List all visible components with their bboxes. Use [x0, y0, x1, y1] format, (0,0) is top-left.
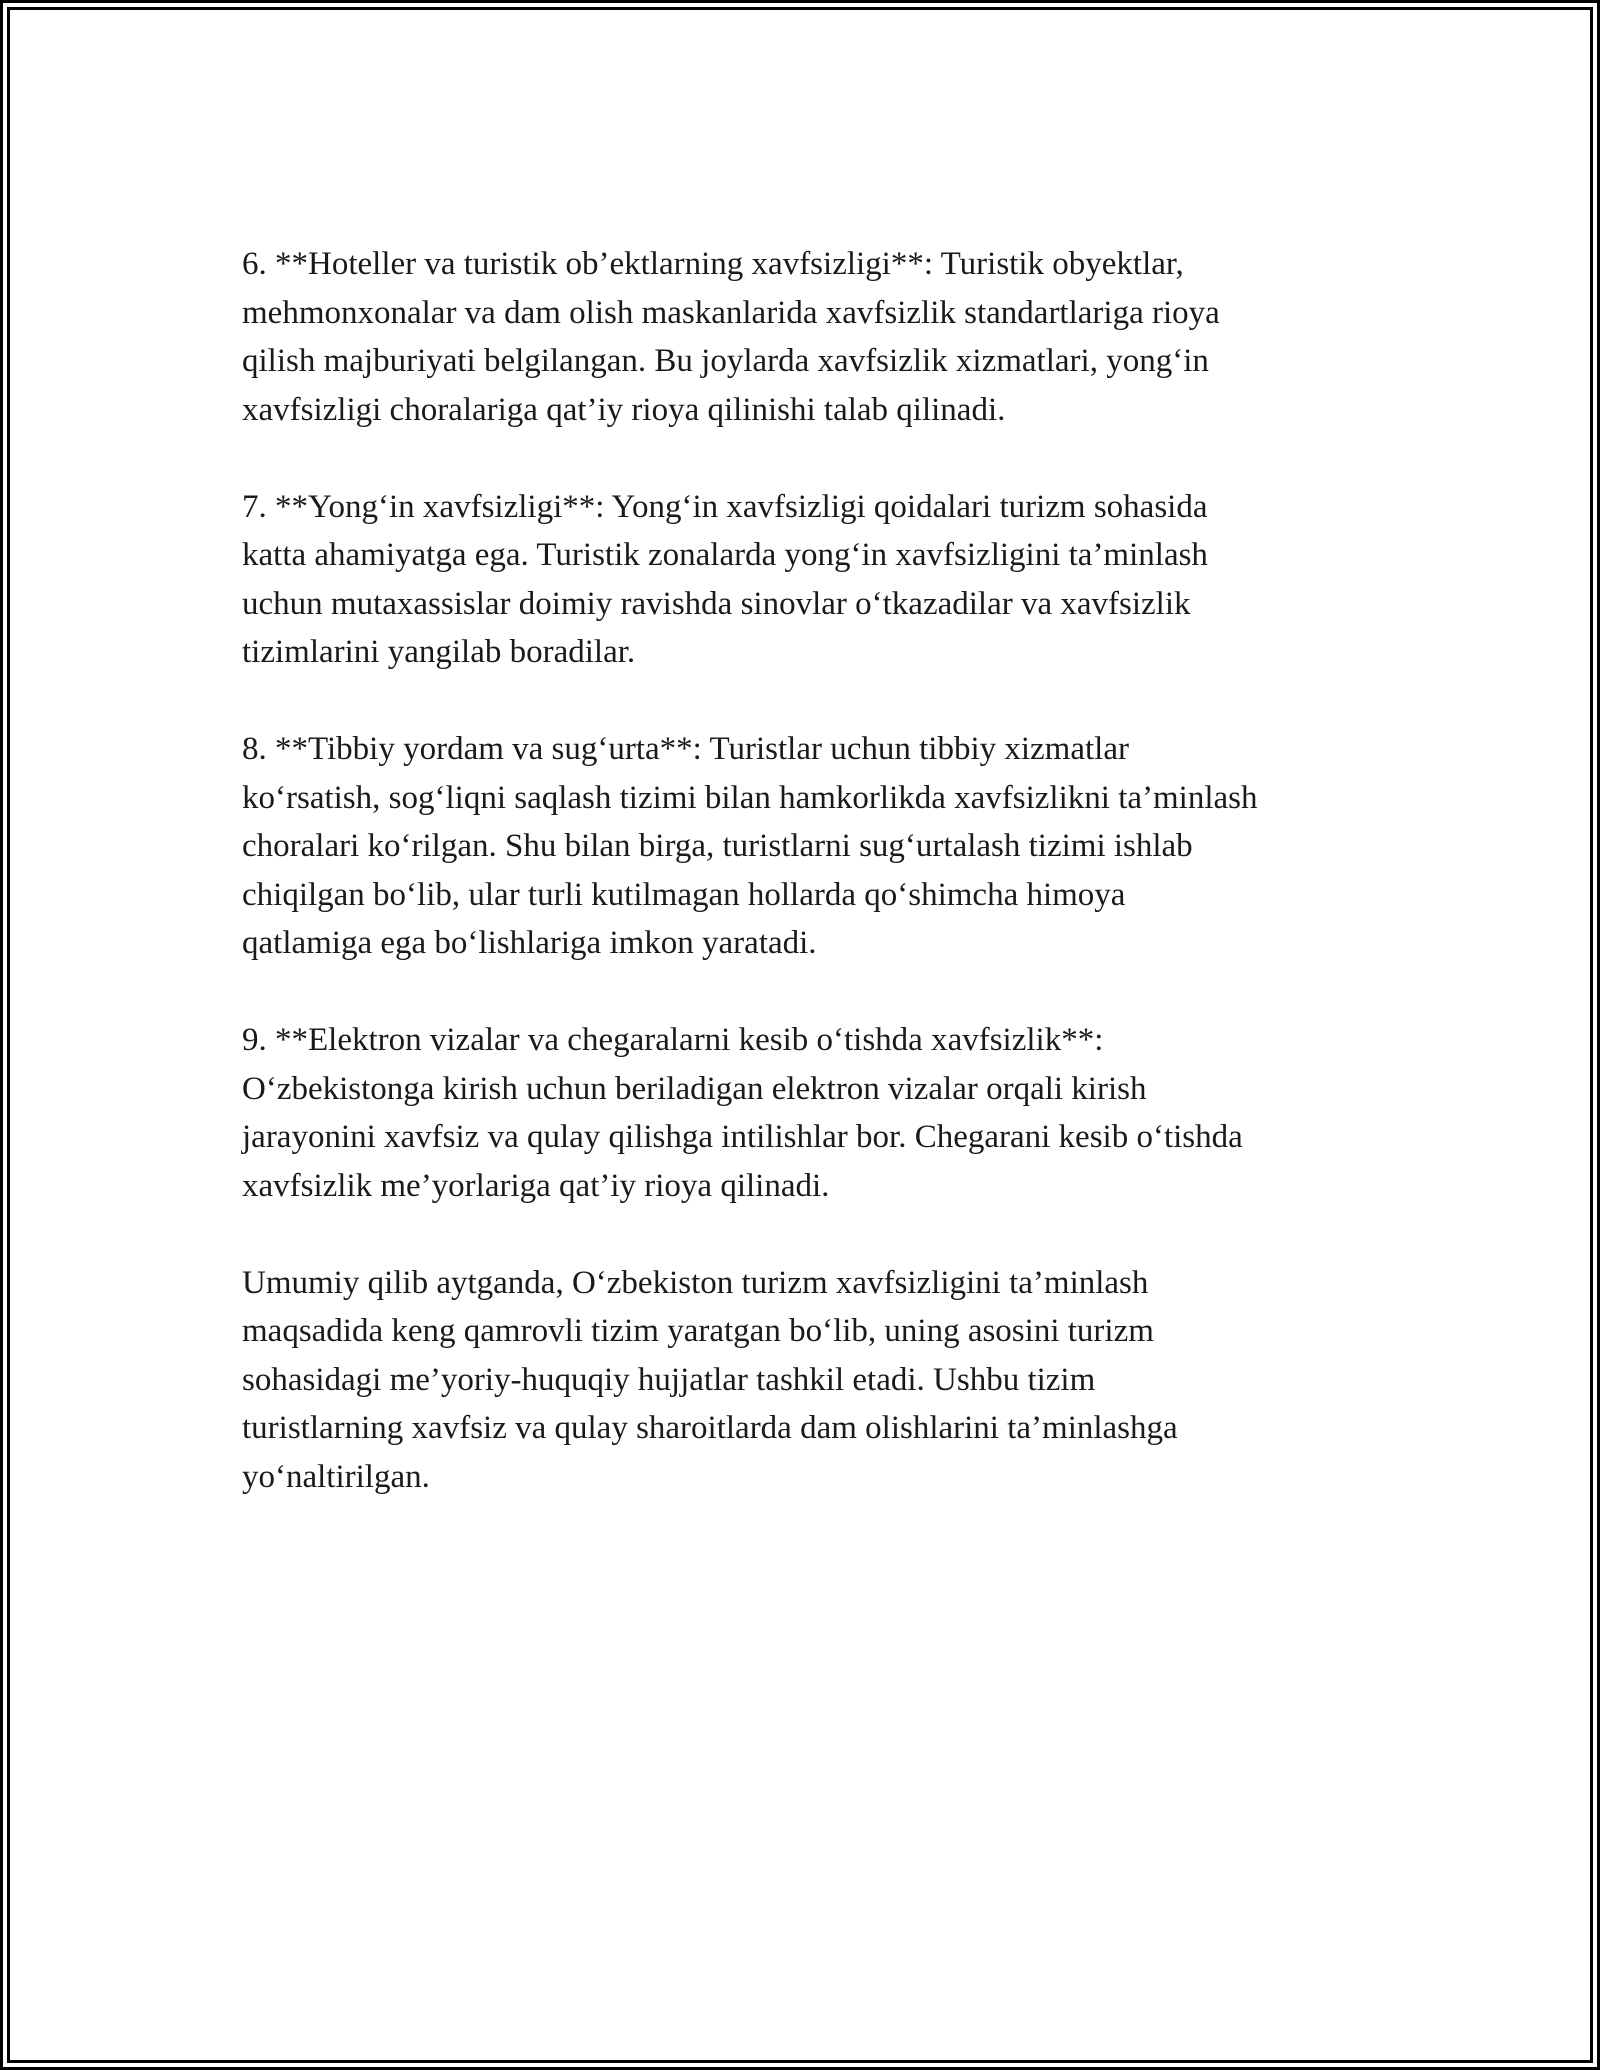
text-line: 8. **Tibbiy yordam va sug‘urta**: Turistlar uchun tibbiy xizmatlar [242, 731, 1129, 767]
text-line: katta ahamiyatga ega. Turistik zonalarda yong‘in xavfsizligini ta’minlash [242, 537, 1208, 573]
text-line: Umumiy qilib aytganda, O‘zbekiston turizm xavfsizligini ta’minlash [242, 1264, 1149, 1301]
text-line: yo‘naltirilgan. [242, 1458, 430, 1495]
text-line: choralari ko‘rilgan. Shu bilan birga, turistlarni sug‘urtalash tizimi ishlab [242, 828, 1193, 864]
text-line: xavfsizligi choralariga qat’iy rioya qilinishi talab qilinadi. [242, 391, 1006, 428]
text-line: O‘zbekistonga kirish uchun beriladigan elektron vizalar orqali kirish [242, 1070, 1147, 1107]
text-line: xavfsizlik me’yorlariga qat’iy rioya qilinadi. [242, 1167, 830, 1204]
text-line: maqsadida keng qamrovli tizim yaratgan bo‘lib, uning asosini turizm [242, 1313, 1154, 1349]
text-line: tizimlarini yangilab boradilar. [242, 634, 636, 670]
text-line: turistlarning xavfsiz va qulay sharoitlarda dam olishlarini ta’minlashga [242, 1410, 1178, 1446]
paragraph-item-6 [242, 240, 1382, 434]
text-line: qilish majburiyati belgilangan. Bu joylarda xavfsizlik xizmatlari, yong‘in [242, 343, 1209, 379]
paragraph-item-7 [242, 483, 1382, 677]
paragraph-item-8 [242, 725, 1382, 968]
text-line: 6. **Hoteller va turistik ob’ektlarning xavfsizligi**: Turistik obyektlar, [242, 246, 1184, 282]
text-line: chiqilgan bo‘lib, ular turli kutilmagan hollarda qo‘shimcha himoya [242, 876, 1126, 913]
text-line: jarayonini xavfsiz va qulay qilishga intilishlar bor. Chegarani kesib o‘tishda [242, 1119, 1243, 1155]
document-body [242, 240, 1382, 1550]
paragraph-conclusion [242, 1259, 1382, 1502]
paragraph-item-9 [242, 1016, 1382, 1210]
page-border-inner [7, 7, 1593, 2063]
text-line: ko‘rsatish, sog‘liqni saqlash tizimi bilan hamkorlikda xavfsizlikni ta’minlash [242, 779, 1258, 816]
text-line: sohasidagi me’yoriy-huquqiy hujjatlar tashkil etadi. Ushbu tizim [242, 1361, 1096, 1398]
text-line: 9. **Elektron vizalar va chegaralarni kesib o‘tishda xavfsizlik**: [242, 1022, 1104, 1058]
text-line: mehmonxonalar va dam olish maskanlarida xavfsizlik standartlariga rioya [242, 294, 1220, 331]
text-line: 7. **Yong‘in xavfsizligi**: Yong‘in xavfsizligi qoidalari turizm sohasida [242, 488, 1208, 525]
text-line: uchun mutaxassislar doimiy ravishda sinovlar o‘tkazadilar va xavfsizlik [242, 585, 1191, 622]
text-line: qatlamiga ega bo‘lishlariga imkon yaratadi. [242, 925, 817, 961]
